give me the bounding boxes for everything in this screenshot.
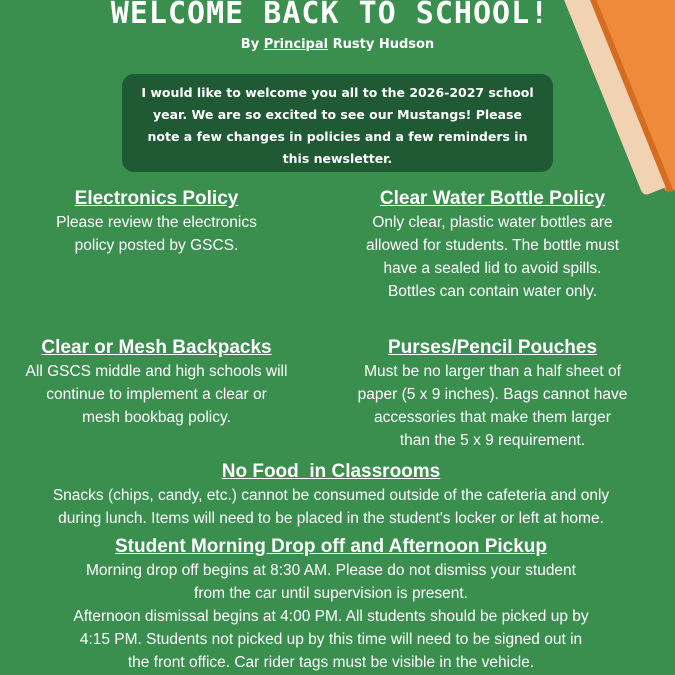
byline-prefix: By (240, 37, 264, 52)
section-line: from the car until supervision is present. (194, 585, 468, 602)
section-line: during lunch. Items will need to be placed in the student's locker or left at home. (58, 510, 604, 527)
section-water-bottle-policy (330, 187, 655, 303)
section-body (0, 211, 313, 257)
section-body (0, 484, 662, 530)
section-line: Afternoon dismissal begins at 4:00 PM. All students should be picked up by (73, 608, 589, 625)
page-title: WELCOME BACK TO SCHOOL! (110, 0, 550, 31)
section-dropoff-pickup (0, 535, 662, 674)
section-line: Must be no larger than a half sheet of (364, 363, 621, 380)
section-line: paper (5 x 9 inches). Bags cannot have (357, 386, 628, 403)
section-heading: Purses/Pencil Pouches (387, 337, 598, 358)
section-line: mesh bookbag policy. (82, 409, 231, 426)
section-body (0, 360, 313, 429)
byline-name: Rusty Hudson (328, 37, 435, 52)
section-no-food (0, 460, 662, 530)
section-heading: Student Morning Drop off and Afternoon Pickup (114, 536, 548, 557)
section-electronics-policy (0, 187, 313, 257)
section-line: policy posted by GSCS. (74, 237, 239, 254)
section-line: Morning drop off begins at 8:30 AM. Please do not dismiss your student (86, 562, 576, 579)
intro-box (122, 74, 553, 172)
section-line: continue to implement a clear or (46, 386, 267, 403)
byline (0, 37, 675, 52)
section-line: the front office. Car rider tags must be visible in the vehicle. (127, 654, 535, 671)
section-heading: Clear Water Bottle Policy (379, 188, 606, 209)
section-body (330, 360, 655, 452)
section-heading: Clear or Mesh Backpacks (41, 337, 272, 358)
section-line: Only clear, plastic water bottles are (372, 214, 613, 231)
section-line: All GSCS middle and high schools will (25, 363, 288, 380)
section-purses-pouches (330, 336, 655, 452)
section-body (330, 211, 655, 303)
section-line: Please review the electronics (56, 214, 257, 231)
section-line: have a sealed lid to avoid spills. (383, 260, 602, 277)
section-heading: Electronics Policy (74, 188, 239, 209)
section-line: Snacks (chips, candy, etc.) cannot be consumed outside of the cafeteria and only (52, 487, 610, 504)
byline-title: Principal (263, 37, 329, 52)
section-heading: No Food in Classrooms (221, 461, 441, 482)
section-line: Bottles can contain water only. (387, 283, 598, 300)
section-line: accessories that make them larger (374, 409, 611, 426)
section-line: allowed for students. The bottle must (365, 237, 620, 254)
section-backpacks (0, 336, 313, 429)
section-body (0, 559, 662, 674)
intro-text: I would like to welcome you all to the 2026-2027 school year. We are so excited to see our Mustangs! Please note a few changes in policies and a few reminders in this newsletter. (141, 85, 534, 166)
section-line: than the 5 x 9 requirement. (399, 432, 586, 449)
section-line: 4:15 PM. Students not picked up by this time will need to be signed out in (79, 631, 583, 648)
